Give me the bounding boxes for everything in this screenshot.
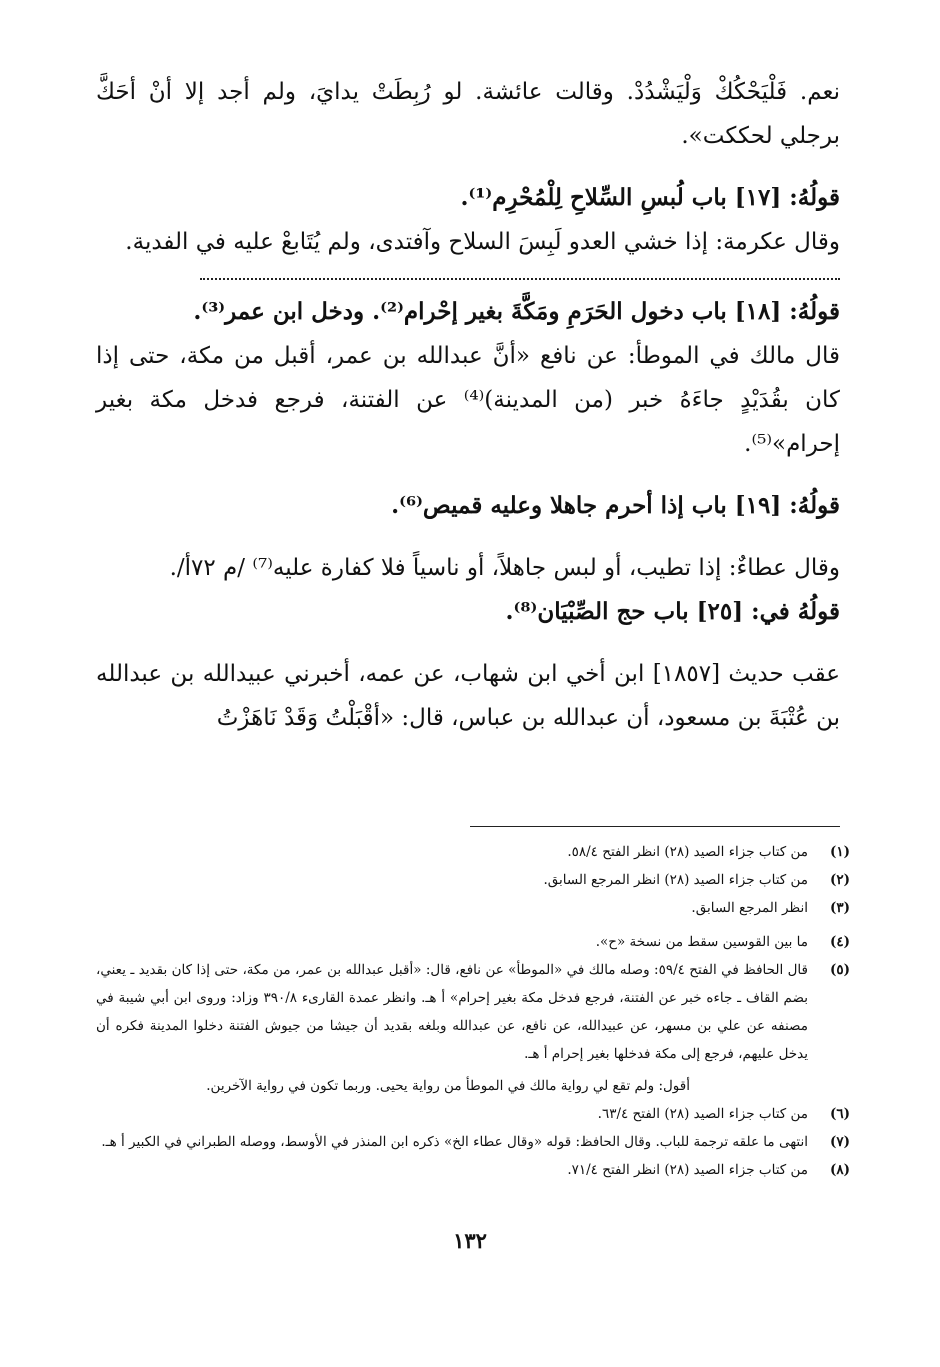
footnote-2	[96, 866, 850, 894]
footnote-text: انظر المرجع السابق.	[691, 900, 808, 916]
footnote-5	[96, 956, 850, 1068]
main-text	[96, 70, 840, 740]
footnote-text: قال الحافظ في الفتح ٥٩/٤: وصله مالك في «الموطأ» عن نافع، قال: «أقبل عبدالله بن عمر، من مكة، حتى إذا كان بقديد ـ يعني، بضم القاف ـ جاءه خبر عن الفتنة، فرجع فدخل مكة بغير إحرام» أ هـ. وانظر عمدة القارىء ٣٩٠/٨ وزاد: وروى ابن أبي شيبة في مصنفه عن علي بن مسهر، عن عبيدالله، عن نافع، عن عبدالله وبلغه بقديد أن جيشا من جيوش الفتنة دخلوا المدينة فكره أن يدخل عليهم، فرجع إلى مكة فدخلها بغير إحرام أ هـ.	[96, 962, 809, 1062]
footnotes	[96, 838, 850, 1184]
heading-chapter-19: قولُهُ: [١٩] باب إذا أحرم جاهلا وعليه قميص⁽⁶⁾.	[391, 492, 840, 519]
dotted-separator	[200, 278, 840, 280]
footnote-number: (٨)	[829, 1162, 850, 1178]
footnote-number: (٢)	[829, 872, 850, 888]
footnote-number: (٥)	[829, 962, 850, 978]
footnote-number: (٤)	[829, 934, 850, 950]
footnote-text: انتهى ما علقه ترجمة للباب. وقال الحافظ: قوله «وقال عطاء الخ» ذكره ابن المنذر في الأوسط، ووصله الطبراني في الكبير أ هـ.	[101, 1134, 808, 1150]
footnote-3	[96, 894, 850, 922]
paragraph-ata: وقال عطاءٌ: إذا تطيب، أو لبس جاهلاً، أو ناسياً فلا كفارة عليه⁽⁷⁾ /م ٧٢أ/.	[169, 555, 840, 581]
footnote-number: (٧)	[829, 1134, 850, 1150]
heading-chapter-25: قولُهُ في: [٢٥] باب حج الصِّبْيَان⁽⁸⁾.	[505, 598, 840, 625]
heading-chapter-17: قولُهُ: [١٧] باب لُبسِ السِّلاحِ لِلْمُحْرِم⁽¹⁾.	[460, 184, 840, 211]
footnote-4	[96, 928, 850, 956]
footnote-text: ما بين القوسين سقط من نسخة «ح».	[595, 934, 808, 950]
footnote-rule	[470, 826, 840, 827]
footnote-text: من كتاب جزاء الصيد (٢٨) انظر الفتح ٧١/٤.	[567, 1162, 808, 1178]
footnote-5-comment: أقول: ولم تقع لي رواية مالك في الموطأ من رواية يحيى. وربما تكون في رواية الآخرين.	[206, 1078, 690, 1094]
footnote-number: (٦)	[829, 1106, 850, 1122]
footnote-text: من كتاب جزاء الصيد (٢٨) انظر المرجع السابق.	[543, 872, 808, 888]
paragraph-malik: قال مالك في الموطأ: عن نافع «أنَّ عبدالله بن عمر، أقبل من مكة، حتى إذا كان بقُدَيْدٍ جاءَهُ خبر (من المدينة)⁽⁴⁾ عن الفتنة، فرجع فدخل مكة بغير إحرام»⁽⁵⁾.	[96, 343, 840, 457]
paragraph-hadith-1857: عقب حديث [١٨٥٧] ابن أخي ابن شهاب، عن عمه، أخبرني عبيدالله بن عبدالله بن عُتْبَةَ بن مسعود، أن عبدالله بن عباس، قال: «أقْبَلْتُ وَقَدْ نَاهَزْتُ	[96, 661, 840, 731]
footnote-number: (٣)	[829, 900, 850, 916]
paragraph-ikrimah: وقال عكرمة: إذا خشي العدو لَبِسَ السلاح وآفتدى، ولم يُتَابعْ عليه في الفدية.	[125, 229, 840, 255]
footnote-text: من كتاب جزاء الصيد (٢٨) انظر الفتح ٥٨/٤.	[567, 844, 808, 860]
footnote-8	[96, 1156, 850, 1184]
page-number: ١٣٢	[453, 1228, 487, 1253]
heading-chapter-18: قولُهُ: [١٨] باب دخول الحَرَمِ ومَكَّةَ بغير إحْرام⁽²⁾. ودخل ابن عمر⁽³⁾.	[193, 298, 840, 325]
paragraph-continuation: نعم. فَلْيَحْكُكْ وَلْيَشْدُدْ. وقالت عائشة. لو رُبِطَتْ يدايَ، ولم أجد إلا أنْ أحَكَّ برجلي لحككت».	[96, 79, 840, 149]
footnote-number: (١)	[829, 844, 850, 860]
footnote-1	[96, 838, 850, 866]
footnote-7	[96, 1128, 850, 1156]
footnote-text: من كتاب جزاء الصيد (٢٨) الفتح ٦٣/٤.	[597, 1106, 808, 1122]
footnote-6	[96, 1100, 850, 1128]
